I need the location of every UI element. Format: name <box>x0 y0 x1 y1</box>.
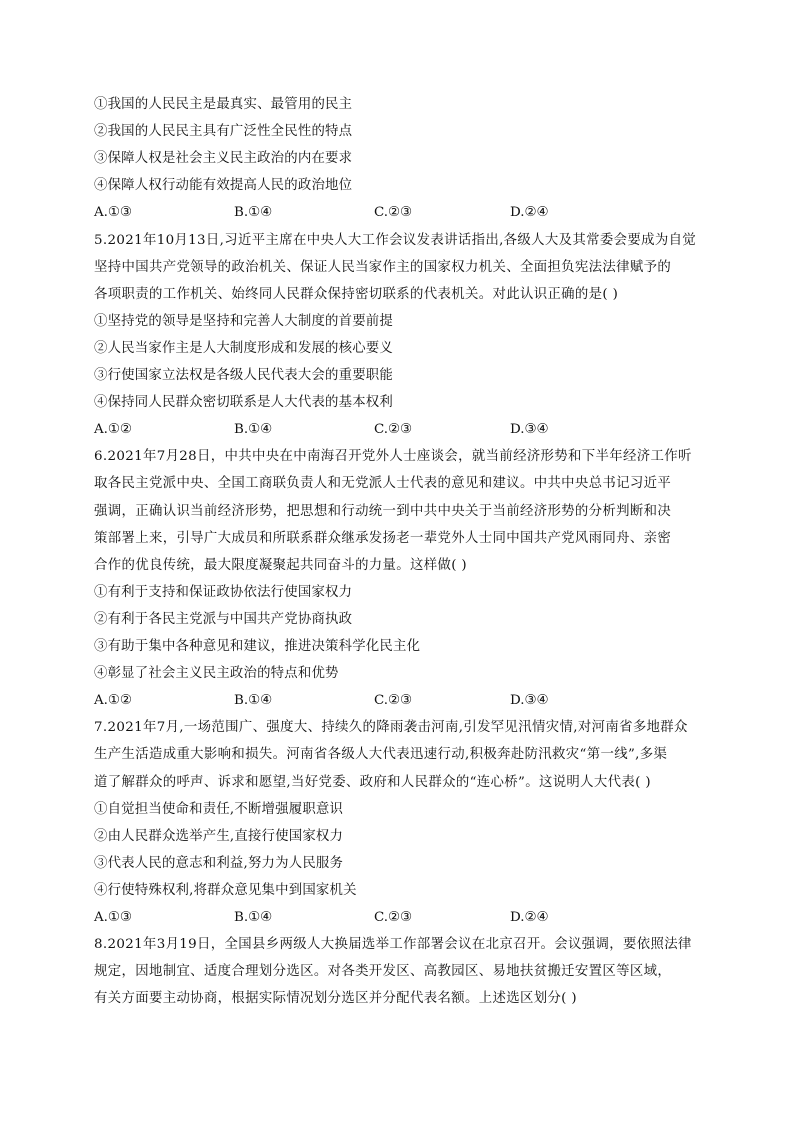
answer-option: A.①③ <box>94 910 132 925</box>
answer-options <box>94 421 614 439</box>
answer-option: C.②③ <box>374 422 413 437</box>
statement-item: ④保持同人民群众密切联系是人大代表的基本权利 <box>94 395 393 410</box>
statement-item: ②人民当家作主是人大制度形成和发展的核心要义 <box>94 341 393 356</box>
answer-options <box>94 204 614 222</box>
answer-option: B.①④ <box>234 693 273 708</box>
answer-option: D.②④ <box>510 205 549 220</box>
answer-option: D.②④ <box>510 910 549 925</box>
statement-item: ①我国的人民民主是最真实、最管用的民主 <box>94 97 353 112</box>
statement-item: ④行使特殊权利,将群众意见集中到国家机关 <box>94 883 357 898</box>
statement-item: ①自觉担当使命和责任,不断增强履职意识 <box>94 802 344 817</box>
question-stem-line: 坚持中国共产党领导的政治机关、保证人民当家作主的国家权力机关、全面担负宪法法律赋予的 <box>94 260 672 275</box>
answer-option: B.①④ <box>234 205 273 220</box>
question-stem-line: 各项职责的工作机关、始终同人民群众保持密切联系的代表机关。对此认识正确的是( ) <box>94 287 619 302</box>
question-stem-line: 8.2021年3月19日，全国县乡两级人大换届选举工作部署会议在北京召开。会议强调，要依照法律 <box>94 937 692 952</box>
statement-item: ③代表人民的意志和利益,努力为人民服务 <box>94 856 344 871</box>
question-stem-line: 合作的优良传统，最大限度凝聚起共同奋斗的力量。这样做( ) <box>94 558 468 573</box>
question-stem-line: 有关方面要主动协商，根据实际情况划分选区并分配代表名额。上述选区划分( ) <box>94 991 577 1006</box>
statement-item: ①有利于支持和保证政协依法行使国家权力 <box>94 585 353 600</box>
statement-item: ③保障人权是社会主义民主政治的内在要求 <box>94 151 353 166</box>
statement-item: ④彰显了社会主义民主政治的特点和优势 <box>94 666 339 681</box>
answer-option: D.③④ <box>510 693 549 708</box>
question-stem-line: 5.2021年10月13日,习近平主席在中央人大工作会议发表讲话指出,各级人大及其常委会要成为自觉 <box>94 233 697 248</box>
question-stem-line: 7.2021年7月,一场范围广、强度大、持续久的降雨袭击河南,引发罕见汛情灾情,对河南省多地群众 <box>94 720 688 735</box>
answer-option: B.①④ <box>234 910 273 925</box>
statement-item: ③有助于集中各种意见和建议，推进决策科学化民主化 <box>94 639 421 654</box>
answer-options <box>94 692 614 710</box>
answer-option: A.①③ <box>94 205 132 220</box>
statement-item: ②由人民群众选举产生,直接行使国家权力 <box>94 829 344 844</box>
answer-options <box>94 909 614 927</box>
answer-option: A.①② <box>94 693 132 708</box>
answer-option: C.②③ <box>374 910 413 925</box>
answer-option: A.①② <box>94 422 132 437</box>
statement-item: ②我国的人民民主具有广泛性全民性的特点 <box>94 124 353 139</box>
statement-item: ④保障人权行动能有效提高人民的政治地位 <box>94 178 353 193</box>
answer-option: B.①④ <box>234 422 273 437</box>
statement-item: ③行使国家立法权是各级人民代表大会的重要职能 <box>94 368 393 383</box>
question-stem-line: 生产生活造成重大影响和损失。河南省各级人大代表迅速行动,积极奔赴防汛救灾“第一线”,多渠 <box>94 747 668 762</box>
question-stem-line: 道了解群众的呼声、诉求和愿望,当好党委、政府和人民群众的“连心桥”。这说明人大代表( ) <box>94 775 651 790</box>
question-stem-line: 策部署上来，引导广大成员和所联系群众继承发扬老一辈党外人士同中国共产党风雨同舟、亲密 <box>94 531 672 546</box>
answer-option: C.②③ <box>374 205 413 220</box>
answer-option: C.②③ <box>374 693 413 708</box>
statement-item: ①坚持党的领导是坚持和完善人大制度的首要前提 <box>94 314 393 329</box>
answer-option: D.③④ <box>510 422 549 437</box>
question-stem-line: 规定，因地制宜、适度合理划分选区。对各类开发区、高教园区、易地扶贫搬迁安置区等区域， <box>94 964 672 979</box>
question-stem-line: 强调，正确认识当前经济形势，把思想和行动统一到中共中央关于当前经济形势的分析判断和决 <box>94 504 672 519</box>
statement-item: ②有利于各民主党派与中国共产党协商执政 <box>94 612 353 627</box>
question-stem-line: 6.2021年7月28日，中共中央在中南海召开党外人士座谈会，就当前经济形势和下半年经济工作听 <box>94 449 692 464</box>
question-stem-line: 取各民主党派中央、全国工商联负责人和无党派人士代表的意见和建议。中共中央总书记习近平 <box>94 476 672 491</box>
